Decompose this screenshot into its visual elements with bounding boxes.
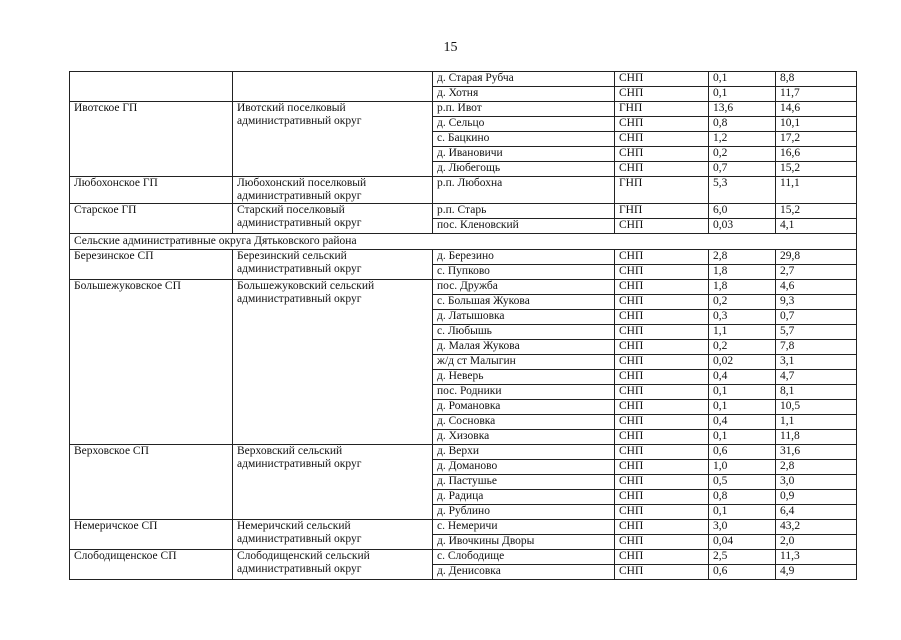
val1-cell: 1,2 [709, 132, 776, 147]
val2-cell: 15,2 [776, 204, 857, 219]
type-cell: СНП [615, 340, 709, 355]
val1-cell: 0,02 [709, 355, 776, 370]
val1-cell: 0,3 [709, 310, 776, 325]
type-cell: СНП [615, 162, 709, 177]
settlement-cell: д. Неверь [433, 370, 615, 385]
settlement-cell: д. Хизовка [433, 430, 615, 445]
val1-cell: 3,0 [709, 520, 776, 535]
settlement-cell: д. Сосновка [433, 415, 615, 430]
municipality-cell: Большежуковское СП [70, 280, 233, 445]
type-cell: СНП [615, 475, 709, 490]
type-cell: СНП [615, 147, 709, 162]
municipality-cell: Верховское СП [70, 445, 233, 520]
settlement-cell: с. Большая Жукова [433, 295, 615, 310]
val2-cell: 0,7 [776, 310, 857, 325]
type-cell: СНП [615, 219, 709, 234]
val2-cell: 4,6 [776, 280, 857, 295]
municipality-cell: Немеричское СП [70, 520, 233, 550]
settlement-cell: д. Ивановичи [433, 147, 615, 162]
type-cell: СНП [615, 445, 709, 460]
val1-cell: 1,8 [709, 280, 776, 295]
val2-cell: 29,8 [776, 250, 857, 265]
val2-cell: 9,3 [776, 295, 857, 310]
val2-cell: 31,6 [776, 445, 857, 460]
val1-cell: 0,1 [709, 385, 776, 400]
settlement-cell: с. Любышь [433, 325, 615, 340]
settlement-cell: д. Сельцо [433, 117, 615, 132]
val2-cell: 3,0 [776, 475, 857, 490]
val1-cell: 0,04 [709, 535, 776, 550]
val1-cell: 0,03 [709, 219, 776, 234]
type-cell: СНП [615, 250, 709, 265]
val2-cell: 8,8 [776, 72, 857, 87]
settlement-cell: р.п. Старь [433, 204, 615, 219]
type-cell: СНП [615, 87, 709, 102]
type-cell: СНП [615, 117, 709, 132]
table-row [70, 177, 857, 204]
table-row [70, 72, 857, 87]
val1-cell: 0,2 [709, 147, 776, 162]
settlement-cell: д. Ивочкины Дворы [433, 535, 615, 550]
val1-cell: 0,6 [709, 445, 776, 460]
type-cell: ГНП [615, 102, 709, 117]
val1-cell: 0,8 [709, 117, 776, 132]
settlement-cell: с. Пупково [433, 265, 615, 280]
type-cell: СНП [615, 280, 709, 295]
municipality-cell: Слободищенское СП [70, 550, 233, 580]
val2-cell: 2,7 [776, 265, 857, 280]
type-cell: СНП [615, 550, 709, 565]
type-cell: СНП [615, 72, 709, 87]
val1-cell: 0,4 [709, 415, 776, 430]
settlement-cell: д. Доманово [433, 460, 615, 475]
settlement-cell: д. Радица [433, 490, 615, 505]
type-cell: СНП [615, 400, 709, 415]
table-row [70, 250, 857, 265]
settlement-cell: д. Денисовка [433, 565, 615, 580]
val1-cell: 0,7 [709, 162, 776, 177]
val2-cell: 1,1 [776, 415, 857, 430]
type-cell: СНП [615, 295, 709, 310]
settlement-cell: ж/д ст Малыгин [433, 355, 615, 370]
val1-cell: 0,2 [709, 340, 776, 355]
val1-cell: 2,8 [709, 250, 776, 265]
val1-cell: 0,2 [709, 295, 776, 310]
table-row [70, 102, 857, 117]
type-cell: СНП [615, 535, 709, 550]
type-cell: СНП [615, 460, 709, 475]
val1-cell: 0,1 [709, 430, 776, 445]
settlement-cell: д. Любегощь [433, 162, 615, 177]
district-cell: Немеричский сельский административный округ [233, 520, 433, 550]
type-cell: СНП [615, 265, 709, 280]
type-cell: ГНП [615, 204, 709, 219]
val2-cell: 17,2 [776, 132, 857, 147]
settlement-cell: р.п. Ивот [433, 102, 615, 117]
type-cell: СНП [615, 505, 709, 520]
municipality-cell: Любохонское ГП [70, 177, 233, 204]
val2-cell: 16,6 [776, 147, 857, 162]
table-row [70, 204, 857, 219]
val1-cell: 0,4 [709, 370, 776, 385]
val1-cell: 0,1 [709, 400, 776, 415]
settlement-cell: д. Березино [433, 250, 615, 265]
val2-cell: 8,1 [776, 385, 857, 400]
type-cell: СНП [615, 355, 709, 370]
val2-cell: 11,7 [776, 87, 857, 102]
type-cell: СНП [615, 385, 709, 400]
table-row [70, 550, 857, 565]
type-cell: СНП [615, 490, 709, 505]
val1-cell: 2,5 [709, 550, 776, 565]
table-row [70, 445, 857, 460]
district-cell: Любохонский поселковый административный округ [233, 177, 433, 204]
municipality-cell: Старское ГП [70, 204, 233, 234]
val2-cell: 0,9 [776, 490, 857, 505]
type-cell: СНП [615, 565, 709, 580]
settlement-cell: р.п. Любохна [433, 177, 615, 204]
municipality-cell [70, 72, 233, 102]
type-cell: СНП [615, 520, 709, 535]
val1-cell: 1,0 [709, 460, 776, 475]
type-cell: СНП [615, 370, 709, 385]
table-row [70, 280, 857, 295]
type-cell: СНП [615, 430, 709, 445]
val2-cell: 4,9 [776, 565, 857, 580]
settlement-cell: д. Романовка [433, 400, 615, 415]
val1-cell: 0,1 [709, 87, 776, 102]
val1-cell: 5,3 [709, 177, 776, 204]
district-cell: Березинский сельский административный округ [233, 250, 433, 280]
district-cell: Ивотский поселковый административный округ [233, 102, 433, 177]
val2-cell: 10,1 [776, 117, 857, 132]
district-cell: Большежуковский сельский административный округ [233, 280, 433, 445]
district-cell: Старский поселковый административный округ [233, 204, 433, 234]
settlements-table [69, 71, 857, 580]
district-cell [233, 72, 433, 102]
settlement-cell: д. Хотня [433, 87, 615, 102]
settlement-cell: пос. Кленовский [433, 219, 615, 234]
val1-cell: 1,8 [709, 265, 776, 280]
val1-cell: 0,1 [709, 72, 776, 87]
settlement-cell: д. Латышовка [433, 310, 615, 325]
settlement-cell: пос. Родники [433, 385, 615, 400]
val2-cell: 43,2 [776, 520, 857, 535]
val2-cell: 6,4 [776, 505, 857, 520]
val2-cell: 14,6 [776, 102, 857, 117]
val2-cell: 4,7 [776, 370, 857, 385]
section-row [70, 234, 857, 250]
val1-cell: 0,8 [709, 490, 776, 505]
val1-cell: 6,0 [709, 204, 776, 219]
val2-cell: 4,1 [776, 219, 857, 234]
val2-cell: 11,3 [776, 550, 857, 565]
settlement-cell: д. Пастушье [433, 475, 615, 490]
val2-cell: 10,5 [776, 400, 857, 415]
district-cell: Слободищенский сельский административный округ [233, 550, 433, 580]
val1-cell: 0,5 [709, 475, 776, 490]
settlement-cell: с. Бацкино [433, 132, 615, 147]
type-cell: СНП [615, 325, 709, 340]
val2-cell: 2,8 [776, 460, 857, 475]
val2-cell: 11,1 [776, 177, 857, 204]
val2-cell: 3,1 [776, 355, 857, 370]
settlement-cell: д. Малая Жукова [433, 340, 615, 355]
val2-cell: 11,8 [776, 430, 857, 445]
val1-cell: 1,1 [709, 325, 776, 340]
section-title: Сельские административные округа Дятьковского района [70, 234, 857, 250]
val2-cell: 7,8 [776, 340, 857, 355]
val1-cell: 13,6 [709, 102, 776, 117]
settlement-cell: д. Верхи [433, 445, 615, 460]
district-cell: Верховский сельский административный округ [233, 445, 433, 520]
municipality-cell: Березинское СП [70, 250, 233, 280]
val2-cell: 2,0 [776, 535, 857, 550]
page-number: 15 [443, 40, 458, 55]
table-row [70, 520, 857, 535]
type-cell: СНП [615, 415, 709, 430]
val2-cell: 5,7 [776, 325, 857, 340]
type-cell: СНП [615, 132, 709, 147]
val2-cell: 15,2 [776, 162, 857, 177]
settlement-cell: с. Слободище [433, 550, 615, 565]
municipality-cell: Ивотское ГП [70, 102, 233, 177]
type-cell: ГНП [615, 177, 709, 204]
settlement-cell: с. Немеричи [433, 520, 615, 535]
val1-cell: 0,1 [709, 505, 776, 520]
settlement-cell: пос. Дружба [433, 280, 615, 295]
settlement-cell: д. Старая Рубча [433, 72, 615, 87]
type-cell: СНП [615, 310, 709, 325]
settlement-cell: д. Рублино [433, 505, 615, 520]
val1-cell: 0,6 [709, 565, 776, 580]
